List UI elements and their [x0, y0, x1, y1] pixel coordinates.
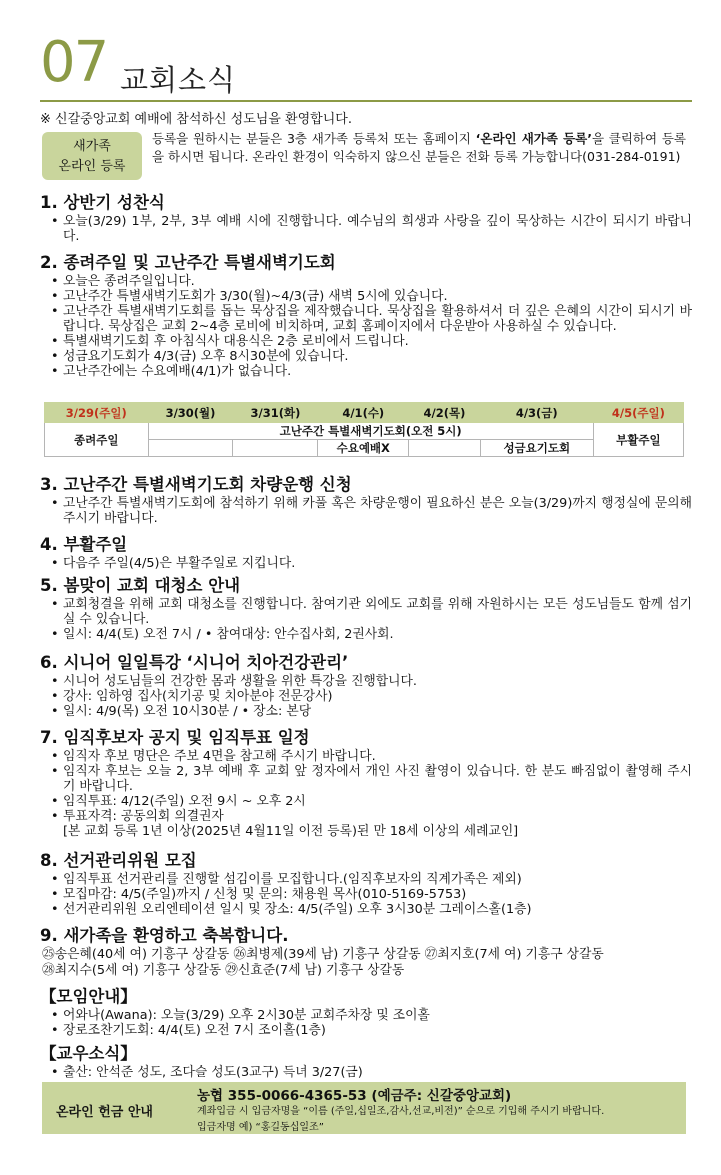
page-title: 교회소식: [120, 63, 237, 97]
newcomer-label-line1: 새가족: [73, 139, 111, 154]
offering-account: 농협 355-0066-4365-53 (예금주: 신갈중앙교회): [197, 1088, 512, 1104]
newcomer-text-part1: 등록을 원하시는 분들은 3층 새가족 등록처 또는 홈페이지: [152, 131, 476, 146]
holy-week-schedule-table: [44, 402, 684, 457]
members-news-title: 【교우소식】: [40, 1044, 137, 1063]
schedule-header-row: [45, 403, 684, 423]
page-header: [40, 30, 692, 102]
offering-label: 온라인 헌금 안내: [56, 1105, 153, 1120]
new-members-line: ㉕송은혜(40세 여) 기흥구 상갈동 ㉖최병제(39세 남) 기흥구 상갈동 ㉗최지호(7세 여) 기흥구 상갈동: [42, 947, 604, 962]
schedule-day: 4/1(수): [318, 403, 409, 423]
schedule-day: 4/2(목): [409, 403, 481, 423]
newcomer-label-line2: 온라인 등록: [58, 159, 126, 174]
section-8: [40, 850, 692, 917]
list-item: • 강사: 임하영 집사(치기공 및 치아분야 전문강사): [40, 689, 692, 704]
section-5-title: 5. 봄맞이 교회 대청소 안내: [40, 576, 241, 595]
list-item: • 임직자 후보는 오늘 2, 3부 예배 후 교회 앞 정자에서 개인 사진 촬영이 있습니다. 한 분도 빠짐없이 촬영해 주시기 바랍니다.: [40, 764, 692, 794]
list-item: • 모집마감: 4/5(주일)까지 / 신청 및 문의: 채용원 목사(010-5169-5753): [40, 887, 692, 902]
schedule-palm-sunday: 종려주일: [45, 423, 149, 457]
section-3-title: 3. 고난주간 특별새벽기도회 차량운행 신청: [40, 475, 352, 494]
list-item: • 고난주간 특별새벽기도회가 3/30(월)~4/3(금) 새벽 5시에 있습니다.: [40, 289, 692, 304]
schedule-good-friday: 성금요기도회: [480, 440, 593, 457]
schedule-day: 3/29(주일): [45, 403, 149, 423]
section-7-title: 7. 임직후보자 공지 및 임직투표 일정: [40, 728, 310, 747]
section-1-title: 1. 상반기 성찬식: [40, 193, 165, 212]
newcomer-text: [152, 130, 686, 166]
schedule-empty-cell: [233, 440, 318, 457]
list-item: • 교회청결을 위해 교회 대청소를 진행합니다. 참여기관 외에도 교회를 위해 자원하시는 모든 성도님들도 함께 섬기실 수 있습니다.: [40, 597, 692, 627]
welcome-text: ※ 신갈중앙교회 예배에 참석하신 성도님을 환영합니다.: [40, 112, 352, 127]
newcomer-online-link[interactable]: ‘온라인 새가족 등록’: [475, 131, 592, 146]
list-item: • 성금요기도회가 4/3(금) 오후 8시30분에 있습니다.: [40, 349, 692, 364]
section-7: [40, 727, 692, 839]
list-item: • 선거관리위원 오리엔테이션 일시 및 장소: 4/5(주일) 오후 3시30분 그레이스홀(1층): [40, 902, 692, 917]
list-item: • 어와나(Awana): 오늘(3/29) 오후 2시30분 교회주차장 및 조이홀: [40, 1008, 692, 1023]
list-item: • 고난주간 특별새벽기도회에 참석하기 위해 카풀 혹은 차량운행이 필요하신 분은 오늘(3/29)까지 행정실에 문의해주시기 바랍니다.: [40, 496, 692, 526]
voter-qualification-note: [본 교회 등록 1년 이상(2025년 4월11일 이전 등록)된 만 18세 이상의 세례교인]: [63, 824, 519, 839]
section-3: [40, 474, 692, 526]
members-news-section: [40, 1043, 692, 1080]
list-item: • 시니어 성도님들의 건강한 몸과 생활을 위한 특강을 진행합니다.: [40, 674, 692, 689]
list-item: • 투표자격: 공동의회 의결권자: [40, 809, 692, 824]
list-item: • 임직자 후보 명단은 주보 4면을 참고해 주시기 바랍니다.: [40, 749, 692, 764]
online-offering-box: [42, 1082, 686, 1134]
schedule-day: 4/3(금): [480, 403, 593, 423]
section-9: [40, 925, 692, 978]
schedule-empty-cell: [409, 440, 481, 457]
new-members-line: ㉘최지수(5세 여) 기흥구 상갈동 ㉙신효준(7세 남) 기흥구 상갈동: [42, 962, 405, 978]
list-item: • 다음주 주일(4/5)은 부활주일로 지킵니다.: [40, 556, 692, 571]
list-item: • 오늘은 종려주일입니다.: [40, 274, 692, 289]
section-2-title: 2. 종려주일 및 고난주간 특별새벽기도회: [40, 253, 336, 272]
section-5: [40, 575, 692, 642]
list-item: • 고난주간에는 수요예배(4/1)가 없습니다.: [40, 364, 692, 379]
section-9-title: 9. 새가족을 환영하고 축복합니다.: [40, 926, 289, 945]
meeting-title: 【모임안내】: [40, 987, 137, 1006]
schedule-row: [45, 423, 684, 440]
schedule-empty-cell: [148, 440, 233, 457]
list-item: • 특별새벽기도회 후 아침식사 대용식은 2층 로비에서 드립니다.: [40, 334, 692, 349]
schedule-wed-service: 수요예배X: [318, 440, 409, 457]
section-4: [40, 534, 692, 571]
meeting-section: [40, 986, 692, 1038]
schedule-day: 3/30(월): [148, 403, 233, 423]
newcomer-label-box: [42, 132, 142, 180]
schedule-easter: 부활주일: [593, 423, 683, 457]
offering-note: 계좌입금 시 입금자명을 “이름 (주일,십일조,감사,선교,비전)” 순으로 기입해 주시기 바랍니다.: [197, 1106, 605, 1117]
list-item: • 오늘(3/29) 1부, 2부, 3부 예배 시에 진행합니다. 예수님의 희생과 사랑을 깊이 묵상하는 시간이 되시기 바랍니다.: [40, 214, 692, 244]
list-item: • 고난주간 특별새벽기도회를 돕는 묵상집을 제작했습니다. 묵상집을 활용하셔서 더 깊은 은혜의 시간이 되시기 바랍니다. 묵상집은 교회 2~4층 로비에 비치하며, 교회 홈페이지에서 다운받아 사용하실 수 있습니다.: [40, 304, 692, 334]
section-number: 07: [40, 30, 108, 95]
list-item: • 임직투표: 4/12(주일) 오전 9시 ~ 오후 2시: [40, 794, 692, 809]
schedule-dawn-prayer: 고난주간 특별새벽기도회(오전 5시): [148, 423, 593, 440]
section-1: [40, 192, 692, 244]
list-item: • 일시: 4/9(목) 오전 10시30분 / • 장소: 본당: [40, 704, 692, 719]
newcomer-text-part2: 을 클릭하여 등록을 하시면 됩니다. 온라인 환경이 익숙하지 않으신 분들은 전화 등록 가능합니다(031-284-0191): [152, 131, 686, 164]
schedule-day: 3/31(화): [233, 403, 318, 423]
list-item: • 출산: 안석준 성도, 조다슬 성도(3교구) 득녀 3/27(금): [40, 1065, 692, 1080]
offering-example: 입금자명 예) “홍길동십일조”: [197, 1122, 324, 1133]
section-2: [40, 252, 692, 379]
schedule-day: 4/5(주일): [593, 403, 683, 423]
list-item: • 임직투표 선거관리를 진행할 섬김이를 모집합니다.(임직후보자의 직계가족은 제외): [40, 872, 692, 887]
section-4-title: 4. 부활주일: [40, 535, 128, 554]
list-item: • 장로조찬기도회: 4/4(토) 오전 7시 조이홀(1층): [40, 1023, 692, 1038]
list-item: • 일시: 4/4(토) 오전 7시 / • 참여대상: 안수집사회, 2권사회.: [40, 627, 692, 642]
section-6: [40, 652, 692, 719]
section-6-title: 6. 시니어 일일특강 ‘시니어 치아건강관리’: [40, 653, 349, 672]
section-8-title: 8. 선거관리위원 모집: [40, 851, 197, 870]
